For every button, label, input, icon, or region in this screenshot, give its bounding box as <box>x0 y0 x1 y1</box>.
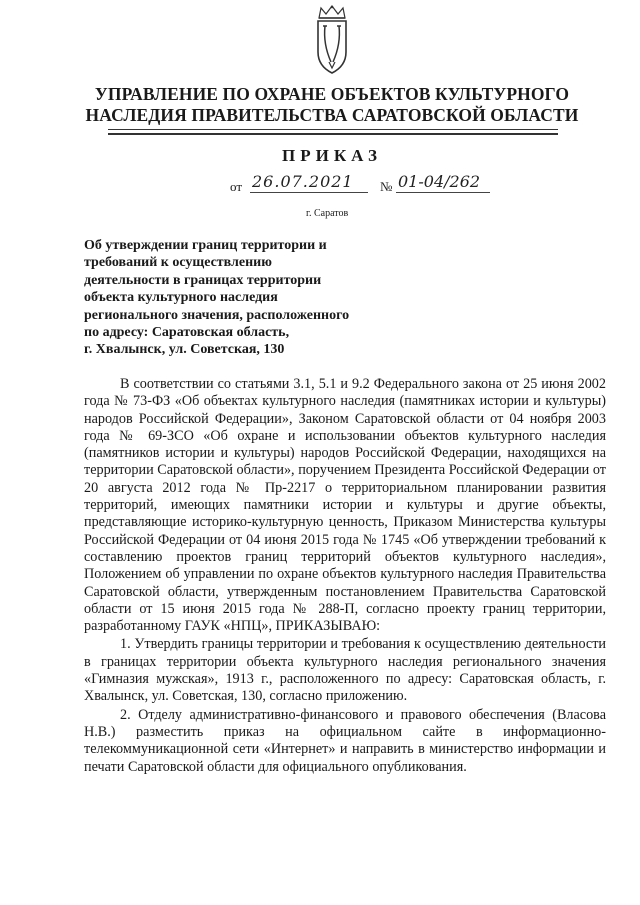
number-underline <box>396 192 490 193</box>
subject-line: г. Хвалынск, ул. Советская, 130 <box>84 342 285 358</box>
organization-line-1: УПРАВЛЕНИЕ ПО ОХРАНЕ ОБЪЕКТОВ КУЛЬТУРНОГО <box>94 84 570 104</box>
order-subject <box>84 237 404 359</box>
date-label: от <box>230 179 243 194</box>
subject-line: требований к осуществлению <box>84 255 272 271</box>
saratov-coat-of-arms-icon <box>311 4 353 76</box>
date-underline <box>250 192 368 193</box>
organization-title <box>60 84 604 126</box>
header-divider-thin <box>108 129 558 130</box>
issue-city: г. Саратов <box>306 208 349 219</box>
order-number: 01-04/262 <box>398 172 481 191</box>
order-date: 26.07.2021 <box>252 172 354 191</box>
clause-1-paragraph: 1. Утвердить границы территории и требования к осуществлению деятельности в границах территории объекта культурного наследия регионального значения «Гимназия мужская», 1913 г., расположенного по адресу: Саратовская область, г. Хвалынск, ул. Советская, 130, согласно приложению. <box>84 636 606 705</box>
number-label: № <box>380 179 393 194</box>
header-divider-thick <box>108 133 558 135</box>
order-body <box>84 376 606 776</box>
subject-line: по адресу: Саратовская область, <box>84 325 290 341</box>
subject-line: Об утверждении границ территории и <box>84 238 327 253</box>
subject-line: деятельности в границах территории <box>84 272 322 288</box>
order-date-number-line <box>230 172 490 198</box>
organization-line-2: НАСЛЕДИЯ ПРАВИТЕЛЬСТВА САРАТОВСКОЙ ОБЛАСТИ <box>85 105 579 125</box>
order-title: ПРИКАЗ <box>282 146 382 165</box>
clause-2-paragraph: 2. Отделу административно-финансового и правового обеспечения (Власова Н.В.) разместить приказ на официальном сайте в информационно-телекоммуникационной сети «Интернет» и направить в министерство информации и печати Саратовской области для официального опубликования. <box>84 706 606 775</box>
subject-line: объекта культурного наследия <box>84 290 278 306</box>
preamble-paragraph: В соответствии со статьями 3.1, 5.1 и 9.2 Федерального закона от 25 июня 2002 года № 73-ФЗ «Об объектах культурного наследия (памятниках истории и культуры) народов Российской Федерации», Законом Саратовской области от 04 ноября 2003 года № 69-ЗСО «Об охране и использовании объектов культурного наследия (памятников истории и культуры) народов Российской Федерации, находящихся на территории Саратовской области», поручением Президента Российской Федерации от 20 августа 2012 года № Пр-2217 о территориальном планировании развития территорий, имеющих памятники истории и культуры и другие объекты, представляющие историко-культурную ценность, Приказом Министерства культуры Российской Федерации от 04 июня 2015 года № 1745 «Об утверждении требований к составлению проектов границ территорий объектов культурного наследия», Положением об управлении по охране объектов культурного наследия Правительства Саратовской области, утвержденным постановлением Правительства Саратовской области от 15 июня 2015 года № 288-П, согласно проекту границ территории, разработанному ГАУК «НПЦ», ПРИКАЗЫВАЮ: <box>84 376 606 635</box>
subject-line: регионального значения, расположенного <box>84 307 350 323</box>
